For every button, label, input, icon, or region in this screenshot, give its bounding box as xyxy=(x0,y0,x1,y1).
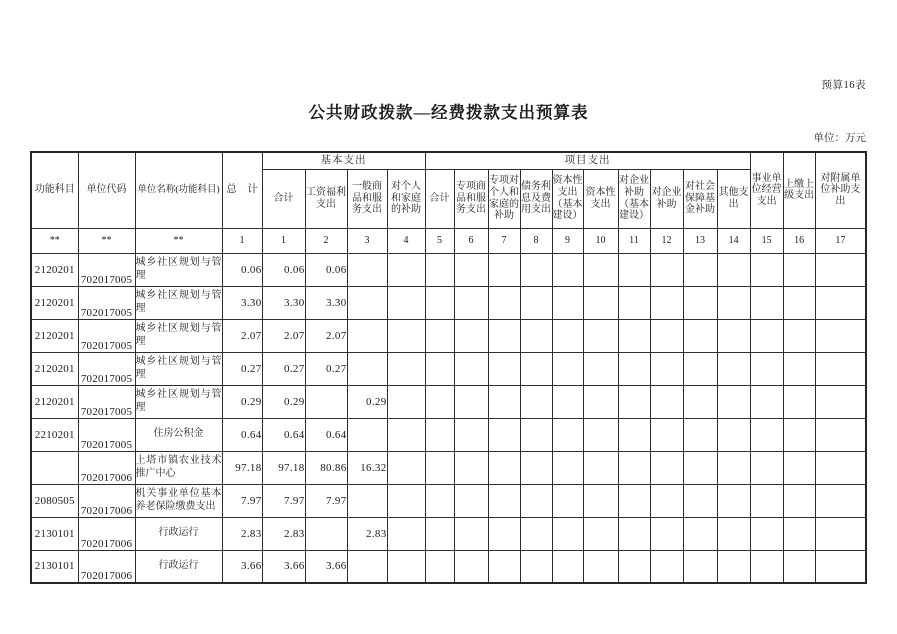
basic-subtotal-cell: 97.18 xyxy=(262,451,305,484)
empty-cell xyxy=(520,550,552,583)
empty-cell xyxy=(815,484,866,517)
col-header-special-personal-family: 专项对个人和家庭的补助 xyxy=(488,169,520,228)
empty-cell xyxy=(650,517,683,550)
empty-cell xyxy=(717,286,750,319)
empty-cell xyxy=(683,352,717,385)
column-index-cell: 11 xyxy=(618,228,650,253)
func-subject-cell: 2210201 xyxy=(31,418,78,451)
empty-cell xyxy=(618,418,650,451)
empty-cell xyxy=(683,517,717,550)
empty-cell xyxy=(783,319,815,352)
empty-cell xyxy=(618,484,650,517)
personal-family-cell xyxy=(387,253,425,286)
empty-cell xyxy=(454,550,488,583)
column-index-cell: 17 xyxy=(815,228,866,253)
empty-cell xyxy=(454,253,488,286)
empty-cell xyxy=(425,451,454,484)
empty-cell xyxy=(750,517,783,550)
empty-cell xyxy=(552,385,583,418)
empty-cell xyxy=(815,286,866,319)
func-subject-cell: 2130101 xyxy=(31,517,78,550)
table-row xyxy=(31,352,866,385)
empty-cell xyxy=(650,385,683,418)
empty-cell xyxy=(618,451,650,484)
empty-cell xyxy=(783,385,815,418)
empty-cell xyxy=(552,517,583,550)
column-index-cell: 7 xyxy=(488,228,520,253)
empty-cell xyxy=(783,418,815,451)
empty-cell xyxy=(520,352,552,385)
unit-name-cell: 住房公积金 xyxy=(135,418,222,451)
col-header-wage-welfare: 工资福利支出 xyxy=(305,169,347,228)
col-header-basic-subtotal: 合计 xyxy=(262,169,305,228)
empty-cell xyxy=(520,319,552,352)
column-index-cell: ** xyxy=(135,228,222,253)
col-header-func-subject: 功能科目 xyxy=(31,152,78,228)
empty-cell xyxy=(815,517,866,550)
empty-cell xyxy=(717,352,750,385)
personal-family-cell xyxy=(387,418,425,451)
column-index-cell: 3 xyxy=(347,228,387,253)
unit-name-cell: 上塔市镇农业技术推广中心 xyxy=(135,451,222,484)
empty-cell xyxy=(583,385,618,418)
col-header-personal-family: 对个人和家庭的补助 xyxy=(387,169,425,228)
empty-cell xyxy=(618,385,650,418)
total-cell: 0.27 xyxy=(222,352,262,385)
empty-cell xyxy=(683,286,717,319)
unit-name-cell: 城乡社区规划与管理 xyxy=(135,319,222,352)
empty-cell xyxy=(552,451,583,484)
empty-cell xyxy=(618,286,650,319)
header-index-row xyxy=(31,228,866,253)
empty-cell xyxy=(552,286,583,319)
wage-welfare-cell: 0.06 xyxy=(305,253,347,286)
empty-cell xyxy=(488,418,520,451)
basic-subtotal-cell: 3.66 xyxy=(262,550,305,583)
unit-code-cell: 702017006 xyxy=(78,517,135,550)
empty-cell xyxy=(717,319,750,352)
empty-cell xyxy=(583,550,618,583)
col-header-goods-services: 一般商品和服务支出 xyxy=(347,169,387,228)
unit-code-cell: 702017005 xyxy=(78,418,135,451)
table-header xyxy=(31,152,866,253)
wage-welfare-cell: 0.27 xyxy=(305,352,347,385)
goods-services-cell: 0.29 xyxy=(347,385,387,418)
empty-cell xyxy=(425,550,454,583)
unit-name-cell: 城乡社区规划与管理 xyxy=(135,253,222,286)
personal-family-cell xyxy=(387,385,425,418)
empty-cell xyxy=(717,517,750,550)
empty-cell xyxy=(750,550,783,583)
empty-cell xyxy=(454,352,488,385)
col-header-operating-expenditure: 事业单位经营支出 xyxy=(750,152,783,228)
empty-cell xyxy=(683,484,717,517)
total-cell: 0.06 xyxy=(222,253,262,286)
empty-cell xyxy=(750,484,783,517)
empty-cell xyxy=(618,319,650,352)
empty-cell xyxy=(783,352,815,385)
func-subject-cell: 2120201 xyxy=(31,253,78,286)
unit-name-cell: 城乡社区规划与管理 xyxy=(135,352,222,385)
empty-cell xyxy=(552,550,583,583)
table-row xyxy=(31,451,866,484)
col-header-project-subtotal: 合计 xyxy=(425,169,454,228)
total-cell: 0.29 xyxy=(222,385,262,418)
col-header-enterprise-subsidy-construction: 对企业补助（基本建设） xyxy=(618,169,650,228)
table-row xyxy=(31,319,866,352)
total-cell: 3.30 xyxy=(222,286,262,319)
empty-cell xyxy=(425,517,454,550)
wage-welfare-cell: 2.07 xyxy=(305,319,347,352)
empty-cell xyxy=(683,451,717,484)
func-subject-cell: 2080505 xyxy=(31,484,78,517)
group-header-project-expenditure: 项目支出 xyxy=(425,152,750,169)
empty-cell xyxy=(750,451,783,484)
col-header-debt-interest: 债务利息及费用支出 xyxy=(520,169,552,228)
unit-name-cell: 城乡社区规划与管理 xyxy=(135,286,222,319)
empty-cell xyxy=(552,319,583,352)
empty-cell xyxy=(683,253,717,286)
personal-family-cell xyxy=(387,484,425,517)
empty-cell xyxy=(488,451,520,484)
empty-cell xyxy=(783,451,815,484)
goods-services-cell xyxy=(347,550,387,583)
column-index-cell: ** xyxy=(31,228,78,253)
empty-cell xyxy=(488,385,520,418)
empty-cell xyxy=(717,385,750,418)
empty-cell xyxy=(683,385,717,418)
basic-subtotal-cell: 0.27 xyxy=(262,352,305,385)
basic-subtotal-cell: 0.06 xyxy=(262,253,305,286)
goods-services-cell xyxy=(347,286,387,319)
empty-cell xyxy=(454,286,488,319)
goods-services-cell: 2.83 xyxy=(347,517,387,550)
empty-cell xyxy=(650,286,683,319)
empty-cell xyxy=(650,352,683,385)
empty-cell xyxy=(750,319,783,352)
column-index-cell: 9 xyxy=(552,228,583,253)
empty-cell xyxy=(454,484,488,517)
empty-cell xyxy=(552,253,583,286)
basic-subtotal-cell: 0.29 xyxy=(262,385,305,418)
empty-cell xyxy=(783,517,815,550)
table-row xyxy=(31,517,866,550)
empty-cell xyxy=(454,517,488,550)
func-subject-cell: 2120201 xyxy=(31,286,78,319)
func-subject-cell: 2120201 xyxy=(31,319,78,352)
empty-cell xyxy=(815,385,866,418)
empty-cell xyxy=(488,517,520,550)
col-header-enterprise-subsidy: 对企业补助 xyxy=(650,169,683,228)
unit-code-cell: 702017005 xyxy=(78,286,135,319)
empty-cell xyxy=(750,352,783,385)
header-group-row xyxy=(31,152,866,169)
basic-subtotal-cell: 0.64 xyxy=(262,418,305,451)
col-header-total: 总 计 xyxy=(222,152,262,228)
col-header-special-goods-services: 专项商品和服务支出 xyxy=(454,169,488,228)
personal-family-cell xyxy=(387,286,425,319)
empty-cell xyxy=(815,352,866,385)
empty-cell xyxy=(750,286,783,319)
wage-welfare-cell: 0.64 xyxy=(305,418,347,451)
column-index-cell: 14 xyxy=(717,228,750,253)
unit-code-cell: 702017005 xyxy=(78,385,135,418)
total-cell: 7.97 xyxy=(222,484,262,517)
col-header-other-expenditure: 其他支出 xyxy=(717,169,750,228)
empty-cell xyxy=(650,253,683,286)
column-index-cell: 1 xyxy=(222,228,262,253)
empty-cell xyxy=(520,517,552,550)
table-row xyxy=(31,484,866,517)
empty-cell xyxy=(520,253,552,286)
unit-name-cell: 行政运行 xyxy=(135,517,222,550)
total-cell: 2.07 xyxy=(222,319,262,352)
personal-family-cell xyxy=(387,517,425,550)
wage-welfare-cell xyxy=(305,517,347,550)
empty-cell xyxy=(520,418,552,451)
table-row xyxy=(31,286,866,319)
empty-cell xyxy=(425,286,454,319)
column-index-cell: 5 xyxy=(425,228,454,253)
empty-cell xyxy=(583,517,618,550)
unit-code-cell: 702017005 xyxy=(78,352,135,385)
empty-cell xyxy=(650,319,683,352)
table-body xyxy=(31,253,866,583)
empty-cell xyxy=(425,352,454,385)
empty-cell xyxy=(583,319,618,352)
col-header-capital: 资本性支出 xyxy=(583,169,618,228)
unit-name-cell: 行政运行 xyxy=(135,550,222,583)
table-row xyxy=(31,418,866,451)
empty-cell xyxy=(683,319,717,352)
unit-code-cell: 702017006 xyxy=(78,484,135,517)
empty-cell xyxy=(454,418,488,451)
empty-cell xyxy=(683,550,717,583)
budget-table xyxy=(30,151,867,584)
column-index-cell: 15 xyxy=(750,228,783,253)
empty-cell xyxy=(583,418,618,451)
empty-cell xyxy=(815,253,866,286)
personal-family-cell xyxy=(387,550,425,583)
empty-cell xyxy=(750,253,783,286)
unit-code-cell: 702017006 xyxy=(78,550,135,583)
empty-cell xyxy=(815,319,866,352)
column-index-cell: 12 xyxy=(650,228,683,253)
empty-cell xyxy=(488,484,520,517)
personal-family-cell xyxy=(387,319,425,352)
wage-welfare-cell: 3.30 xyxy=(305,286,347,319)
wage-welfare-cell: 3.66 xyxy=(305,550,347,583)
column-index-cell: 10 xyxy=(583,228,618,253)
basic-subtotal-cell: 7.97 xyxy=(262,484,305,517)
empty-cell xyxy=(783,253,815,286)
unit-code-cell: 702017005 xyxy=(78,319,135,352)
empty-cell xyxy=(425,253,454,286)
column-index-cell: ** xyxy=(78,228,135,253)
empty-cell xyxy=(425,385,454,418)
empty-cell xyxy=(650,484,683,517)
empty-cell xyxy=(583,286,618,319)
empty-cell xyxy=(717,550,750,583)
goods-services-cell xyxy=(347,484,387,517)
personal-family-cell xyxy=(387,352,425,385)
empty-cell xyxy=(618,352,650,385)
empty-cell xyxy=(650,550,683,583)
column-index-cell: 1 xyxy=(262,228,305,253)
empty-cell xyxy=(454,451,488,484)
table-row xyxy=(31,385,866,418)
table-row xyxy=(31,253,866,286)
empty-cell xyxy=(583,352,618,385)
table-row xyxy=(31,550,866,583)
empty-cell xyxy=(425,484,454,517)
total-cell: 0.64 xyxy=(222,418,262,451)
empty-cell xyxy=(488,319,520,352)
empty-cell xyxy=(552,418,583,451)
personal-family-cell xyxy=(387,451,425,484)
empty-cell xyxy=(815,451,866,484)
basic-subtotal-cell: 3.30 xyxy=(262,286,305,319)
empty-cell xyxy=(618,550,650,583)
column-index-cell: 4 xyxy=(387,228,425,253)
empty-cell xyxy=(717,418,750,451)
unit-name-cell: 城乡社区规划与管理 xyxy=(135,385,222,418)
empty-cell xyxy=(520,385,552,418)
unit-note: 单位：万元 xyxy=(813,133,866,144)
wage-welfare-cell: 7.97 xyxy=(305,484,347,517)
empty-cell xyxy=(683,418,717,451)
total-cell: 2.83 xyxy=(222,517,262,550)
unit-name-cell: 机关事业单位基本养老保险缴费支出 xyxy=(135,484,222,517)
empty-cell xyxy=(520,484,552,517)
empty-cell xyxy=(717,451,750,484)
empty-cell xyxy=(815,418,866,451)
empty-cell xyxy=(717,484,750,517)
goods-services-cell xyxy=(347,352,387,385)
empty-cell xyxy=(650,451,683,484)
col-header-upturn-expenditure: 上缴上级支出 xyxy=(783,152,815,228)
empty-cell xyxy=(425,418,454,451)
column-index-cell: 16 xyxy=(783,228,815,253)
empty-cell xyxy=(618,253,650,286)
goods-services-cell xyxy=(347,253,387,286)
empty-cell xyxy=(650,418,683,451)
empty-cell xyxy=(488,352,520,385)
goods-services-cell xyxy=(347,319,387,352)
empty-cell xyxy=(583,253,618,286)
empty-cell xyxy=(520,451,552,484)
empty-cell xyxy=(750,385,783,418)
empty-cell xyxy=(454,385,488,418)
page-title: 公共财政拨款—经费拨款支出预算表 xyxy=(308,103,589,122)
col-header-social-security-subsidy: 对社会保障基金补助 xyxy=(683,169,717,228)
col-header-capital-construction: 资本性支出（基本建设） xyxy=(552,169,583,228)
empty-cell xyxy=(750,418,783,451)
empty-cell xyxy=(815,550,866,583)
wage-welfare-cell: 80.86 xyxy=(305,451,347,484)
empty-cell xyxy=(488,253,520,286)
basic-subtotal-cell: 2.07 xyxy=(262,319,305,352)
empty-cell xyxy=(520,286,552,319)
col-header-unit-name: 单位名称(功能科目) xyxy=(135,152,222,228)
empty-cell xyxy=(717,253,750,286)
empty-cell xyxy=(552,352,583,385)
group-header-basic-expenditure: 基本支出 xyxy=(262,152,425,169)
total-cell: 3.66 xyxy=(222,550,262,583)
empty-cell xyxy=(583,484,618,517)
column-index-cell: 13 xyxy=(683,228,717,253)
col-header-unit-code: 单位代码 xyxy=(78,152,135,228)
column-index-cell: 6 xyxy=(454,228,488,253)
empty-cell xyxy=(454,319,488,352)
total-cell: 97.18 xyxy=(222,451,262,484)
goods-services-cell: 16.32 xyxy=(347,451,387,484)
column-index-cell: 8 xyxy=(520,228,552,253)
basic-subtotal-cell: 2.83 xyxy=(262,517,305,550)
empty-cell xyxy=(783,286,815,319)
func-subject-cell: 2120201 xyxy=(31,352,78,385)
func-subject-cell xyxy=(31,451,78,484)
empty-cell xyxy=(583,451,618,484)
goods-services-cell xyxy=(347,418,387,451)
empty-cell xyxy=(618,517,650,550)
wage-welfare-cell xyxy=(305,385,347,418)
unit-code-cell: 702017006 xyxy=(78,451,135,484)
table-number-tag: 预算16表 xyxy=(821,80,866,91)
func-subject-cell: 2120201 xyxy=(31,385,78,418)
empty-cell xyxy=(783,484,815,517)
unit-code-cell: 702017005 xyxy=(78,253,135,286)
empty-cell xyxy=(488,550,520,583)
empty-cell xyxy=(425,319,454,352)
empty-cell xyxy=(488,286,520,319)
func-subject-cell: 2130101 xyxy=(31,550,78,583)
col-header-subsidiary-subsidy: 对附属单位补助支出 xyxy=(815,152,866,228)
empty-cell xyxy=(552,484,583,517)
column-index-cell: 2 xyxy=(305,228,347,253)
empty-cell xyxy=(783,550,815,583)
